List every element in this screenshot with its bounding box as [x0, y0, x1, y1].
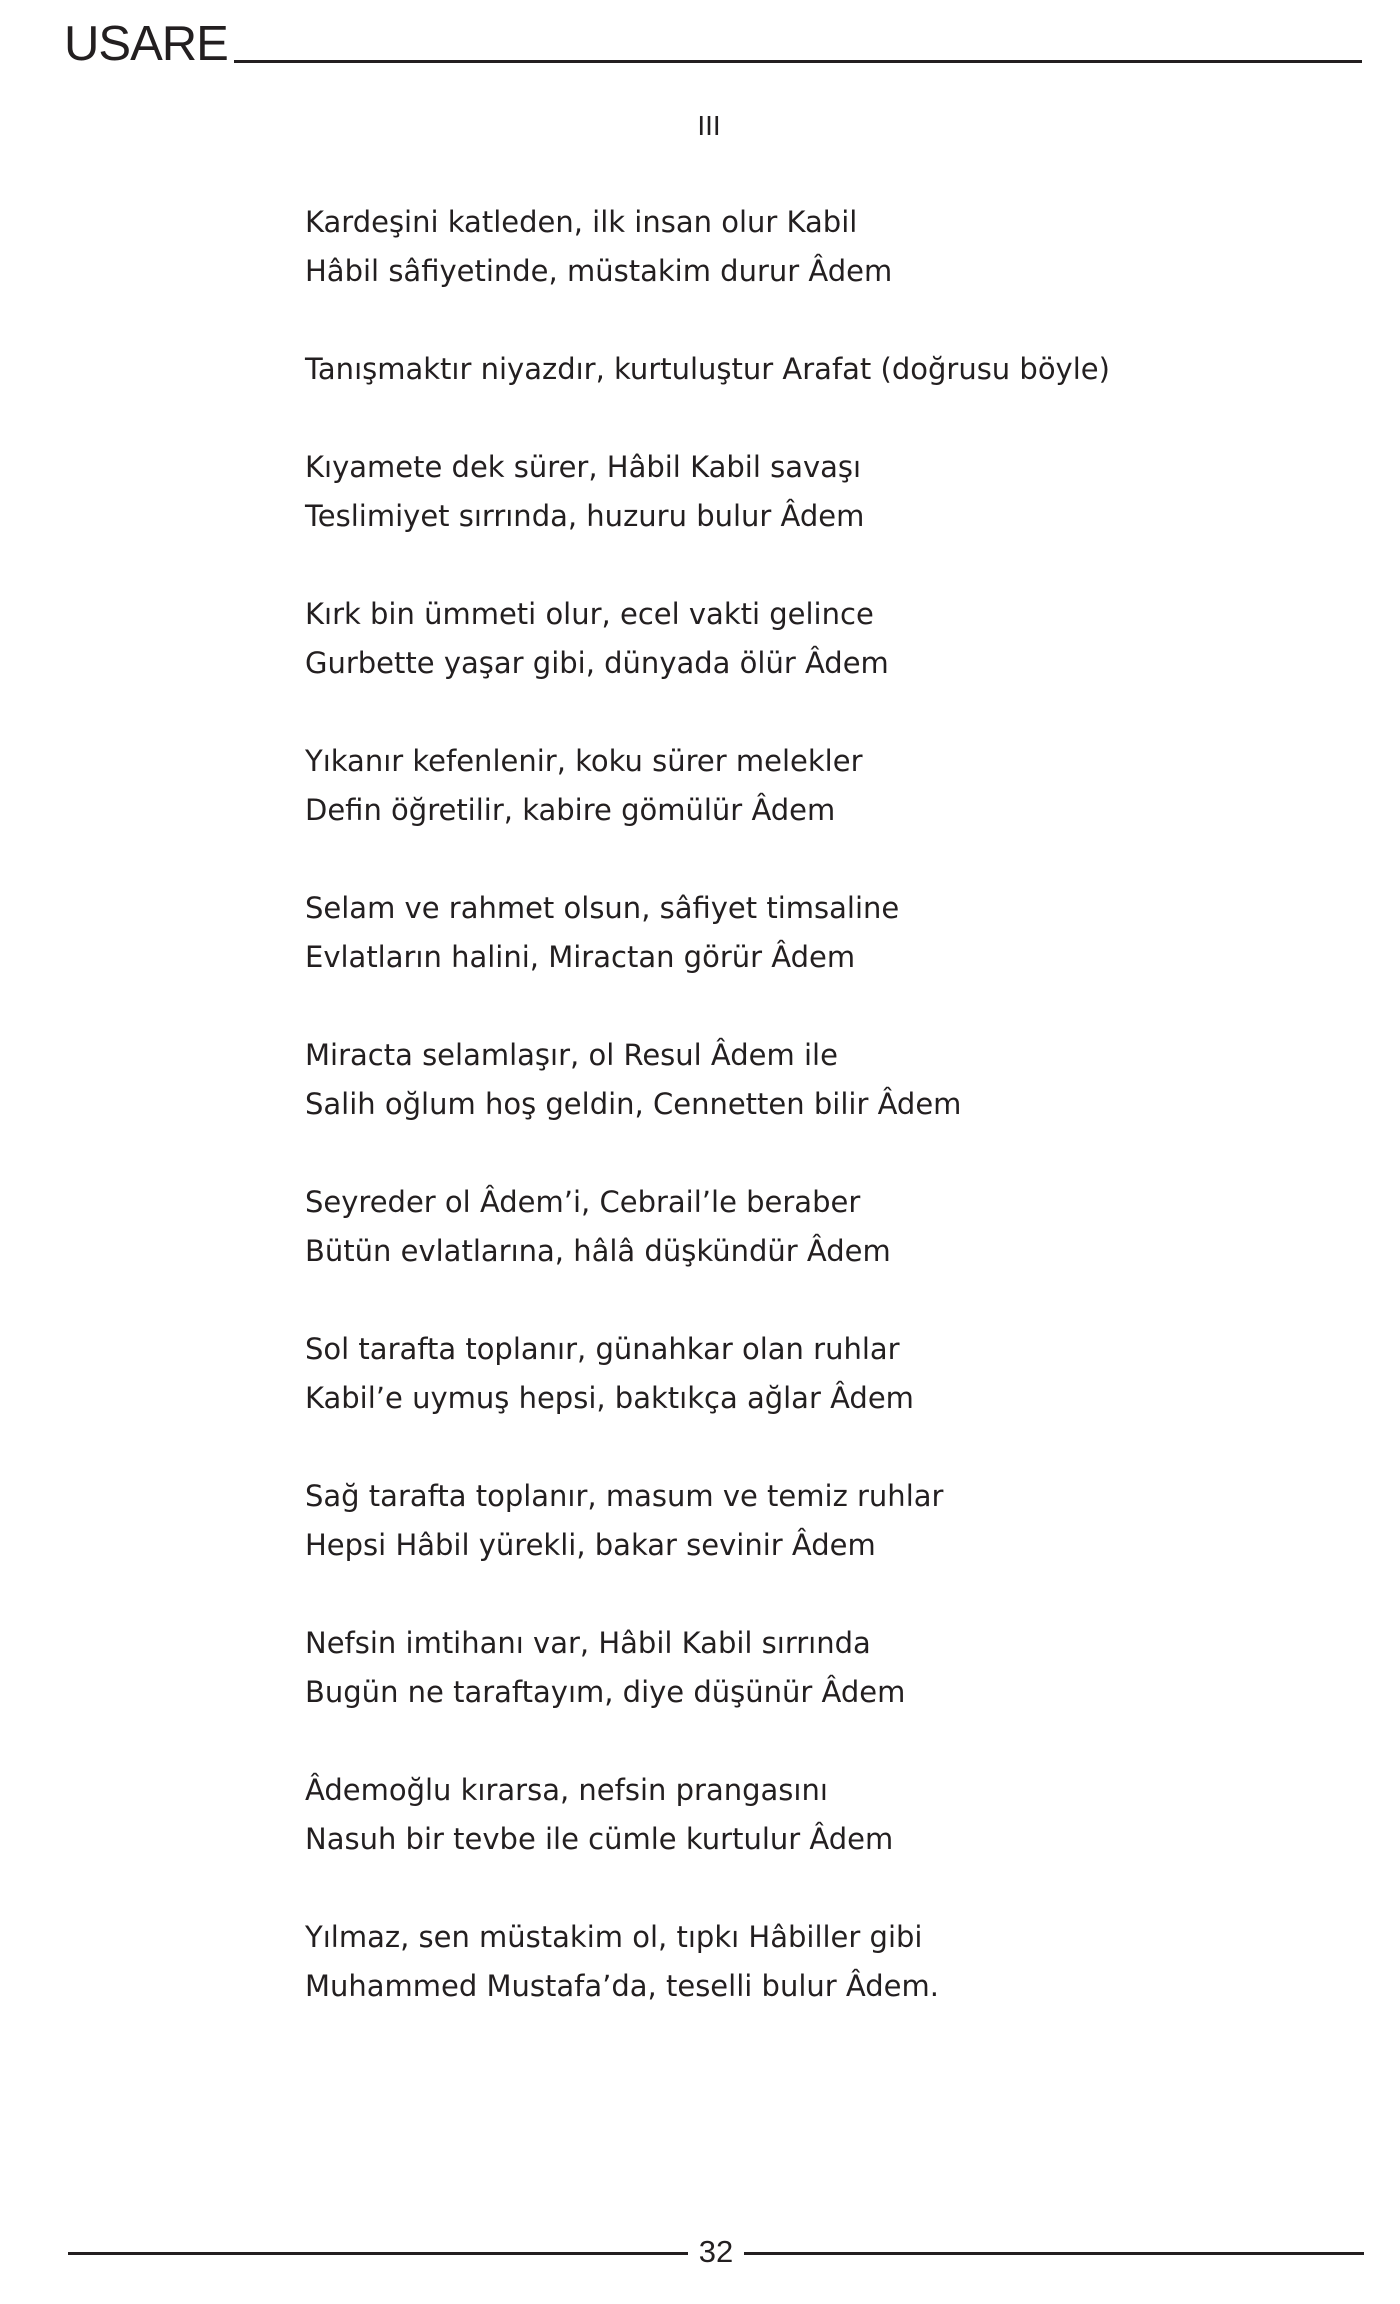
poem-line: Selam ve rahmet olsun, sâfiyet timsaline	[305, 891, 900, 925]
poem-line: Kırk bin ümmeti olur, ecel vakti gelince	[305, 597, 874, 631]
poem-line: Bugün ne taraftayım, diye düşünür Âdem	[305, 1675, 906, 1709]
poem-line: Sol tarafta toplanır, günahkar olan ruhlar	[305, 1332, 900, 1366]
stanza	[305, 737, 1305, 835]
poem-line: Âdemoğlu kırarsa, nefsin prangasını	[305, 1773, 828, 1807]
stanza	[305, 1178, 1305, 1276]
footer-rule-left	[68, 2252, 688, 2255]
poem-line: Gurbette yaşar gibi, dünyada ölür Âdem	[305, 646, 889, 680]
poem-line: Tanışmaktır niyazdır, kurtuluştur Arafat (doğrusu böyle)	[305, 352, 1110, 386]
poem-line: Muhammed Mustafa’da, teselli bulur Âdem.	[305, 1969, 939, 2003]
poem-line: Yılmaz, sen müstakim ol, tıpkı Hâbiller gibi	[305, 1920, 923, 1954]
stanza	[305, 1472, 1305, 1570]
section-numeral: III	[697, 110, 721, 141]
stanza	[305, 443, 1305, 541]
poem-line: Nasuh bir tevbe ile cümle kurtulur Âdem	[305, 1822, 894, 1856]
page-header	[64, 18, 1362, 70]
poem-line: Seyreder ol Âdem’i, Cebrail’le beraber	[305, 1185, 861, 1219]
poem-body	[305, 198, 1305, 2060]
stanza	[305, 884, 1305, 982]
stanza	[305, 1619, 1305, 1717]
poem-line: Teslimiyet sırrında, huzuru bulur Âdem	[305, 499, 865, 533]
footer-rule-right	[744, 2252, 1364, 2255]
poem-line: Defin öğretilir, kabire gömülür Âdem	[305, 793, 836, 827]
poem-line: Kabil’e uymuş hepsi, baktıkça ağlar Âdem	[305, 1381, 914, 1415]
stanza	[305, 1031, 1305, 1129]
stanza	[305, 1325, 1305, 1423]
poem-line: Yıkanır kefenlenir, koku sürer melekler	[305, 744, 863, 778]
poem-line: Evlatların halini, Miractan görür Âdem	[305, 940, 856, 974]
poem-line: Kıyamete dek sürer, Hâbil Kabil savaşı	[305, 450, 862, 484]
poem-line: Salih oğlum hoş geldin, Cennetten bilir Âdem	[305, 1087, 962, 1121]
stanza	[305, 198, 1305, 296]
page-number: 32	[698, 2234, 734, 2269]
stanza	[305, 345, 1305, 394]
poem-line: Bütün evlatlarına, hâlâ düşkündür Âdem	[305, 1234, 891, 1268]
poem-line: Nefsin imtihanı var, Hâbil Kabil sırrında	[305, 1626, 871, 1660]
stanza	[305, 590, 1305, 688]
poem-line: Hâbil sâfiyetinde, müstakim durur Âdem	[305, 254, 893, 288]
poem-line: Miracta selamlaşır, ol Resul Âdem ile	[305, 1038, 838, 1072]
stanza	[305, 1913, 1305, 2011]
poem-line: Sağ tarafta toplanır, masum ve temiz ruhlar	[305, 1479, 944, 1513]
poem-line: Kardeşini katleden, ilk insan olur Kabil	[305, 205, 858, 239]
running-header-title: USARE	[64, 17, 228, 71]
header-rule	[234, 60, 1362, 63]
poem-line: Hepsi Hâbil yürekli, bakar sevinir Âdem	[305, 1528, 876, 1562]
page-footer	[68, 2232, 1364, 2272]
stanza	[305, 1766, 1305, 1864]
